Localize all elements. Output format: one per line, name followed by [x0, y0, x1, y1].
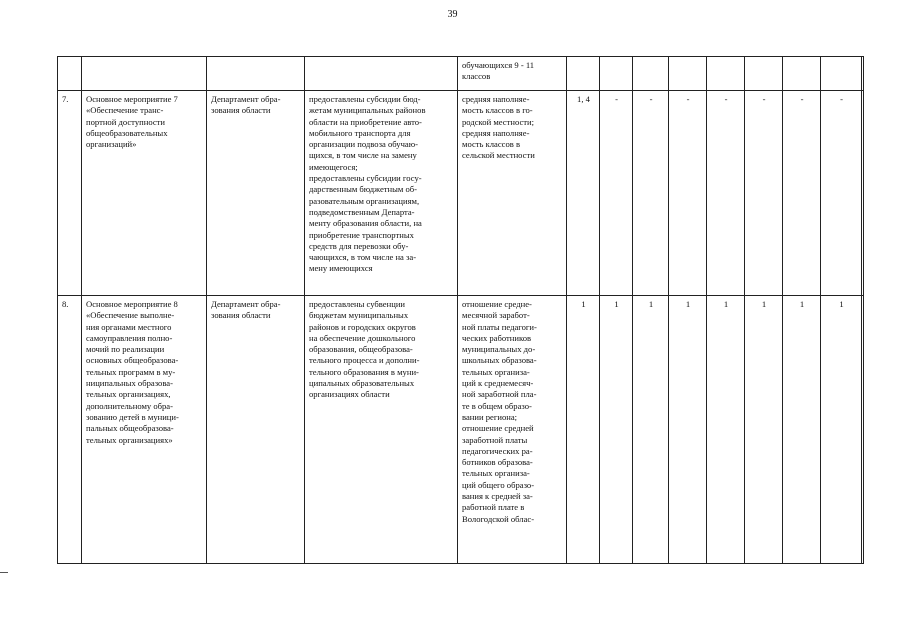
activity-name-cell [82, 91, 207, 296]
year-value-cell [862, 91, 864, 296]
indicator-cell-text: отношение средне- месячной заработ- ной платы педагоги- ческих работников муниципальных до- школьных образова- тельных организа- ций к среднемесяч- ной заработной пла- те в общем образо- вании региона; отношение средней заработной платы педагогических ра- ботников образова- тельных организа- ций общего образо- вания к средней за- работной плате в Вологодской облас- [462, 299, 537, 524]
year-value-cell [633, 57, 669, 91]
responsible-executor-cell [207, 57, 305, 91]
year-value-cell [821, 57, 862, 91]
year-value-cell [707, 57, 745, 91]
table-row [58, 57, 864, 91]
year-value-cell: 1 [600, 296, 633, 564]
year-value-cell: 1 [567, 296, 600, 564]
row-number-cell [58, 296, 82, 564]
margin-mark [0, 572, 8, 573]
year-value-cell: 1 [821, 296, 862, 564]
year-value-cell [567, 57, 600, 91]
year-value-cell: 1 [707, 296, 745, 564]
activity-name-cell-text: Основное мероприятие 7 «Обеспечение транс- портной доступности общеобразовательных организаций» [86, 94, 178, 150]
year-value-cell [745, 57, 783, 91]
page-number: 39 [447, 9, 458, 20]
activity-name-cell-text: Основное мероприятие 8 «Обеспечение выполне- ния органами местного самоуправления полно- мочий по реализации основных общеобразова- тельных программ в му- ниципальных образова- тельных организациях, дополнительному обра- зованию детей в муници- пальных общеобразова- тельных организациях» [86, 299, 179, 445]
year-value-cell: - [633, 91, 669, 296]
year-value-cell: - [707, 91, 745, 296]
program-activities-table [57, 56, 864, 564]
indicator-cell [458, 91, 567, 296]
year-value-cell: - [669, 91, 707, 296]
year-value-cell: - [783, 91, 821, 296]
row-number-cell-text: 8. [62, 299, 69, 309]
indicator-cell [458, 57, 567, 91]
responsible-executor-cell-text: Департамент обра- зования области [211, 94, 281, 116]
indicator-cell-text: обучающихся 9 - 11 классов [462, 60, 535, 82]
year-value-cell: - [821, 91, 862, 296]
row-number-cell-text: 7. [62, 94, 69, 104]
responsible-executor-cell [207, 91, 305, 296]
responsible-executor-cell [207, 296, 305, 564]
year-value-cell [669, 57, 707, 91]
year-value-cell [862, 57, 864, 91]
measures-description-cell [305, 296, 458, 564]
measures-description-cell-text: предоставлены субсидии бюд- жетам муниципальных районов области на приобретение авто- мобильного транспорта для организации подвоза обучаю- щихся, в том числе на замену имеющегося; предоставлены субсидии госу- дарственным бюджетным об- разовательным организациям, подведомственным Департа- менту образования области, на приобретение транспортных средств для перевозки обу- чающихся, в том числе на за- мену имеющихся [309, 94, 426, 274]
year-value-cell: 1 [669, 296, 707, 564]
row-number-cell [58, 57, 82, 91]
activity-name-cell [82, 57, 207, 91]
year-value-cell [783, 57, 821, 91]
measures-description-cell-text: предоставлены субвенции бюджетам муниципальных районов и городских округов на обеспечение дошкольного образования, общеобразова- тельного процесса и дополни- тельного образования в муни- ципальных образовательных организациях области [309, 299, 420, 400]
indicator-cell-text: средняя наполняе- мость классов в го- родской местности; средняя наполняе- мость классов в сельской местности [462, 94, 535, 161]
table-row [58, 296, 864, 564]
year-value-cell: 1 [745, 296, 783, 564]
table-row [58, 91, 864, 296]
measures-description-cell [305, 91, 458, 296]
year-value-cell: - [745, 91, 783, 296]
year-value-cell [862, 296, 864, 564]
year-value-cell: 1 [633, 296, 669, 564]
year-value-cell: - [600, 91, 633, 296]
indicator-cell [458, 296, 567, 564]
row-number-cell [58, 91, 82, 296]
measures-description-cell [305, 57, 458, 91]
activity-name-cell [82, 296, 207, 564]
responsible-executor-cell-text: Департамент обра- зования области [211, 299, 281, 321]
year-value-cell [600, 57, 633, 91]
year-value-cell: 1 [783, 296, 821, 564]
year-value-cell: 1, 4 [567, 91, 600, 296]
